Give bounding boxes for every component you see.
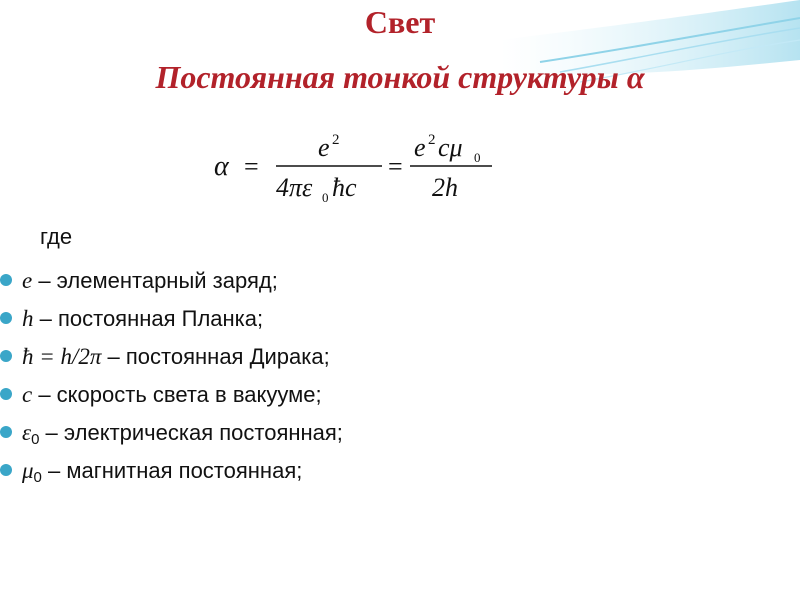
list-item: [0, 414, 343, 452]
alpha-formula: [210, 128, 500, 208]
frac1-denominator-sub: 0: [322, 190, 329, 205]
frac2-numerator-sub: 0: [474, 150, 481, 165]
list-item: [0, 300, 343, 338]
item-text: – электрическая постоянная;: [39, 420, 343, 445]
item-text: – скорость света в вакууме;: [32, 382, 322, 407]
item-symbol-sub: 0: [33, 469, 42, 486]
frac2-denominator: 2h: [432, 173, 458, 202]
formula-equals-2: =: [388, 152, 403, 181]
frac2-numerator-exp: 2: [428, 132, 436, 148]
slide-title: Свет: [364, 4, 436, 40]
bullet-icon: [0, 464, 12, 476]
frac1-denominator-a: 4πε: [276, 173, 313, 202]
item-symbol-sub: 0: [31, 431, 40, 448]
list-item: [0, 338, 343, 376]
bullet-icon: [0, 388, 12, 400]
list-item: [0, 452, 343, 490]
formula-equals-1: =: [244, 152, 259, 181]
bullet-icon: [0, 274, 12, 286]
bullet-icon: [0, 426, 12, 438]
item-symbol: e: [22, 268, 33, 293]
list-item: [0, 262, 343, 300]
frac1-denominator-b: ħc: [332, 173, 357, 202]
list-item: [0, 376, 343, 414]
frac1-numerator-exp: 2: [332, 132, 340, 148]
item-text: – магнитная постоянная;: [41, 458, 303, 483]
frac2-numerator-b: cμ: [438, 133, 463, 162]
where-label: где: [40, 224, 73, 249]
item-symbol: μ: [22, 458, 34, 483]
definitions-list: [0, 262, 343, 490]
slide-subtitle: Постоянная тонкой структуры α: [155, 59, 645, 95]
item-text: – элементарный заряд;: [32, 268, 278, 293]
item-symbol: ħ = h/2π: [22, 344, 102, 369]
item-symbol: c: [22, 382, 33, 407]
formula-lhs: α: [214, 151, 229, 182]
item-text: – постоянная Планка;: [33, 306, 264, 331]
frac1-numerator-base: e: [318, 133, 330, 162]
bullet-icon: [0, 350, 12, 362]
item-symbol: h: [22, 306, 34, 331]
frac2-numerator-a: e: [414, 133, 426, 162]
item-symbol: ε: [22, 420, 32, 445]
item-text: – постоянная Дирака;: [101, 344, 330, 369]
bullet-icon: [0, 312, 12, 324]
